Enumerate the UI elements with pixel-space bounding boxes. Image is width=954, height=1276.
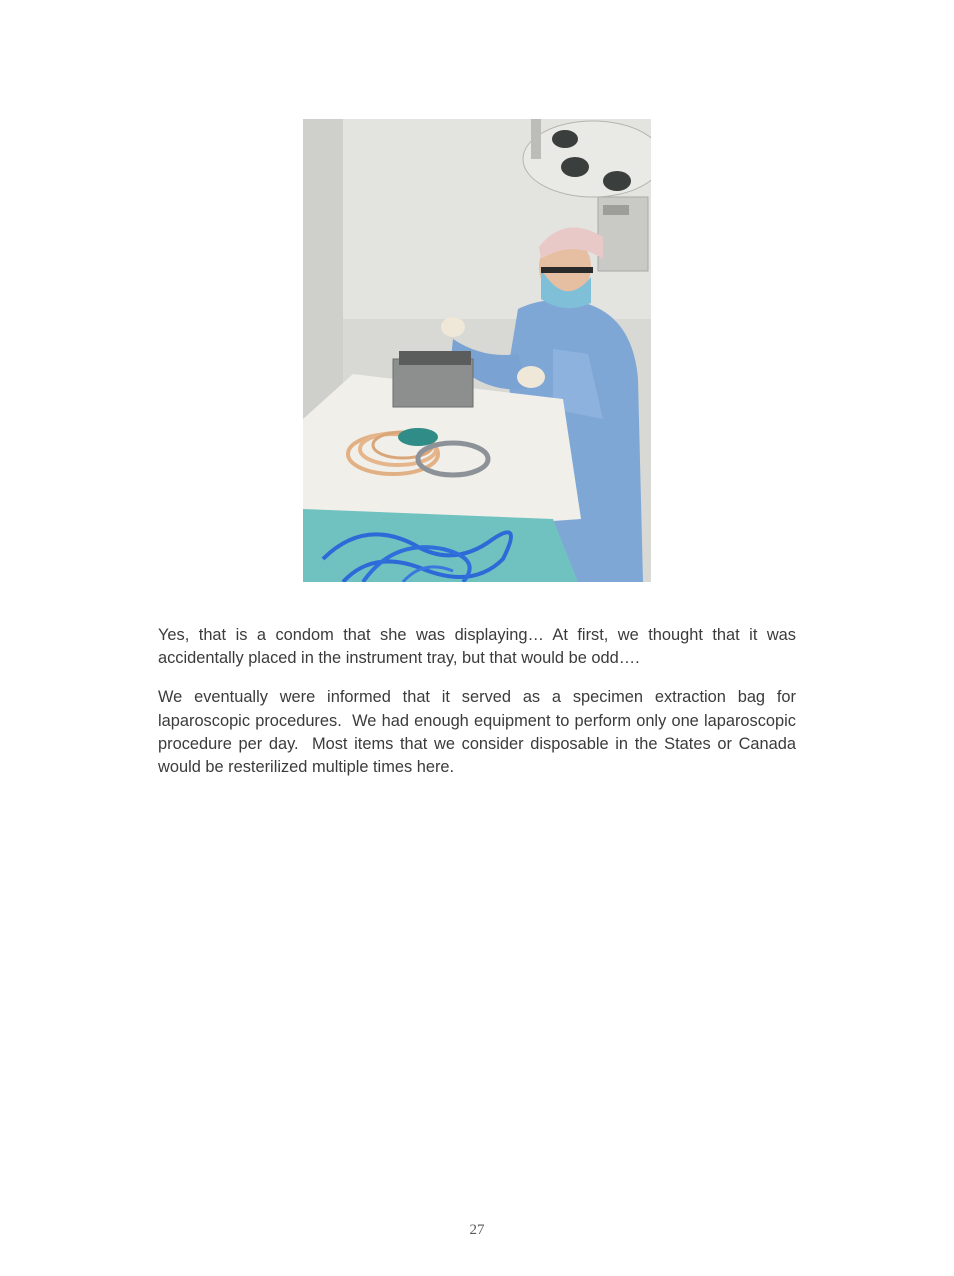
operating-room-photo: [303, 119, 651, 582]
page-number: 27: [469, 1222, 485, 1238]
paragraph-2: We eventually were informed that it served as a specimen extraction bag for laparoscopic procedures. We had enough equipment to perform only one laparoscopic procedure per day. Most items that we consider disposable in the States or Canada would be resterilized multiple times here.: [158, 688, 801, 777]
paragraph-1: Yes, that is a condom that she was displaying… At first, we thought that it was accidentally placed in the instrument tray, but that would be odd….: [158, 626, 801, 668]
body-text: [158, 624, 801, 795]
